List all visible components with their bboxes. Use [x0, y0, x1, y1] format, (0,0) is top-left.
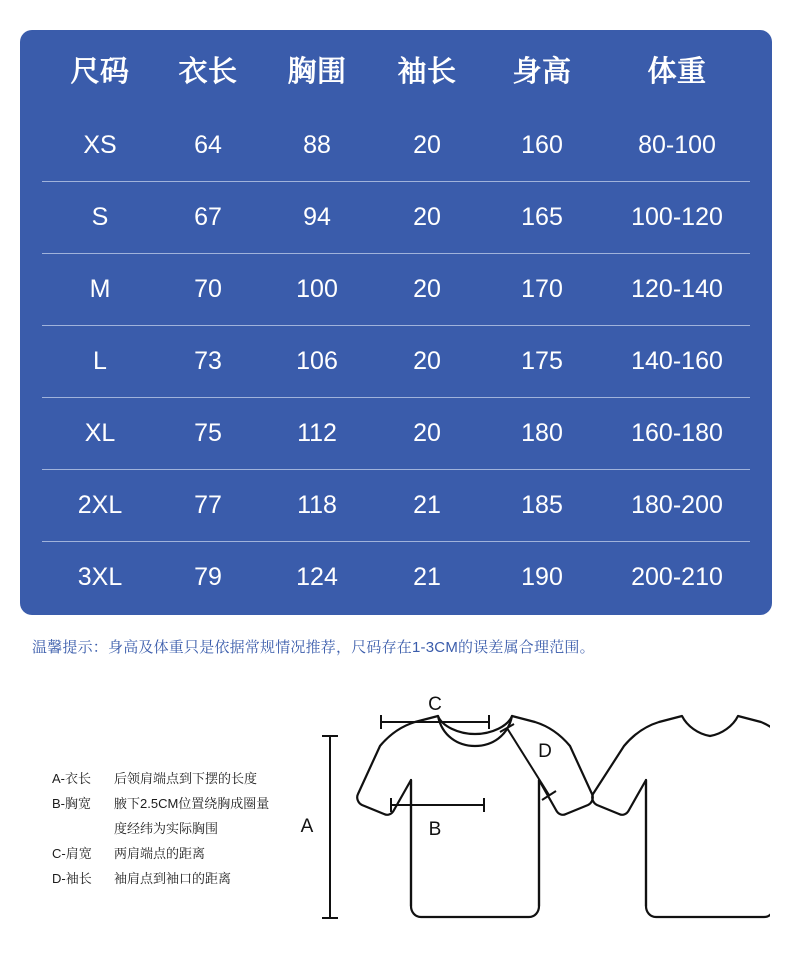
column-header-height: 身高	[512, 56, 572, 88]
table-row	[20, 325, 772, 397]
dimension-label-c: C	[428, 694, 442, 716]
legend-key: B-胸宽	[52, 796, 92, 811]
legend-key: A-衣长	[52, 771, 92, 786]
legend-key: D-袖长	[52, 871, 92, 886]
legend-item-continuation	[52, 816, 302, 841]
cell-sleeve: 20	[413, 346, 441, 375]
cell-length: 79	[194, 562, 222, 591]
cell-size: L	[93, 346, 107, 375]
table-row	[20, 109, 772, 181]
dimension-line-b	[391, 798, 484, 812]
tshirt-diagram-svg	[290, 690, 770, 940]
size-chart-table-inner	[20, 30, 772, 615]
legend-key: C-肩宽	[52, 846, 92, 861]
size-chart-note: 温馨提示：身高及体重只是依据常规情况推荐，尺码存在1-3CM的误差属合理范围。	[32, 639, 595, 656]
table-row	[20, 541, 772, 613]
cell-sleeve: 21	[413, 562, 441, 591]
table-row	[20, 181, 772, 253]
tshirt-front-outline	[357, 716, 593, 917]
cell-height: 190	[521, 562, 563, 591]
cell-weight: 100-120	[631, 202, 723, 231]
cell-bust: 112	[297, 418, 337, 447]
cell-size: XL	[84, 418, 116, 447]
cell-sleeve: 21	[413, 490, 441, 519]
cell-sleeve: 20	[413, 274, 441, 303]
table-row	[20, 253, 772, 325]
cell-length: 75	[194, 418, 222, 447]
cell-height: 160	[521, 130, 563, 159]
dimension-label-b: B	[428, 819, 442, 841]
column-header-bust: 胸围	[287, 56, 347, 88]
cell-sleeve: 20	[413, 202, 441, 231]
cell-bust: 94	[303, 202, 331, 231]
column-header-sleeve: 袖长	[397, 56, 457, 88]
cell-weight: 80-100	[638, 130, 716, 159]
legend-desc: 两肩端点的距离	[114, 846, 206, 861]
measurement-legend	[52, 766, 302, 891]
legend-desc: 腋下2.5CM位置绕胸成圈量	[114, 796, 270, 811]
cell-bust: 124	[296, 562, 338, 591]
cell-height: 170	[521, 274, 563, 303]
cell-bust: 106	[296, 346, 338, 375]
cell-length: 64	[194, 130, 222, 159]
table-row	[20, 469, 772, 541]
cell-length: 70	[194, 274, 222, 303]
cell-bust: 118	[297, 490, 337, 519]
dimension-line-a	[322, 736, 338, 918]
cell-size: S	[91, 202, 109, 231]
column-header-weight: 体重	[647, 56, 707, 88]
legend-desc: 度经纬为实际胸围	[114, 821, 219, 836]
cell-weight: 120-140	[631, 274, 723, 303]
cell-size: 2XL	[77, 490, 123, 519]
cell-bust: 88	[303, 130, 331, 159]
cell-height: 165	[521, 202, 563, 231]
legend-desc: 后领肩端点到下摆的长度	[114, 771, 258, 786]
column-header-length: 衣长	[178, 56, 238, 88]
cell-bust: 100	[296, 274, 338, 303]
table-header-row	[20, 30, 772, 109]
cell-weight: 160-180	[631, 418, 723, 447]
legend-desc: 袖肩点到袖口的距离	[114, 871, 232, 886]
cell-height: 185	[521, 490, 563, 519]
cell-size: XS	[83, 130, 117, 159]
cell-height: 175	[521, 346, 563, 375]
cell-weight: 140-160	[631, 346, 723, 375]
tshirt-back-outline	[592, 716, 770, 917]
legend-item	[52, 866, 302, 891]
cell-length: 77	[194, 490, 222, 519]
dimension-label-d: D	[538, 741, 552, 763]
cell-size: 3XL	[77, 562, 123, 591]
table-row	[20, 397, 772, 469]
cell-length: 67	[194, 202, 222, 231]
cell-weight: 180-200	[631, 490, 723, 519]
cell-weight: 200-210	[631, 562, 723, 591]
cell-height: 180	[521, 418, 563, 447]
size-chart-table	[20, 30, 772, 615]
garment-measurement-diagram	[290, 690, 770, 940]
column-header-size: 尺码	[70, 56, 130, 88]
cell-sleeve: 20	[413, 130, 441, 159]
legend-item	[52, 791, 302, 816]
cell-length: 73	[194, 346, 222, 375]
cell-sleeve: 20	[413, 418, 441, 447]
dimension-label-a: A	[300, 816, 314, 838]
legend-item	[52, 841, 302, 866]
legend-item	[52, 766, 302, 791]
cell-size: M	[89, 274, 111, 303]
